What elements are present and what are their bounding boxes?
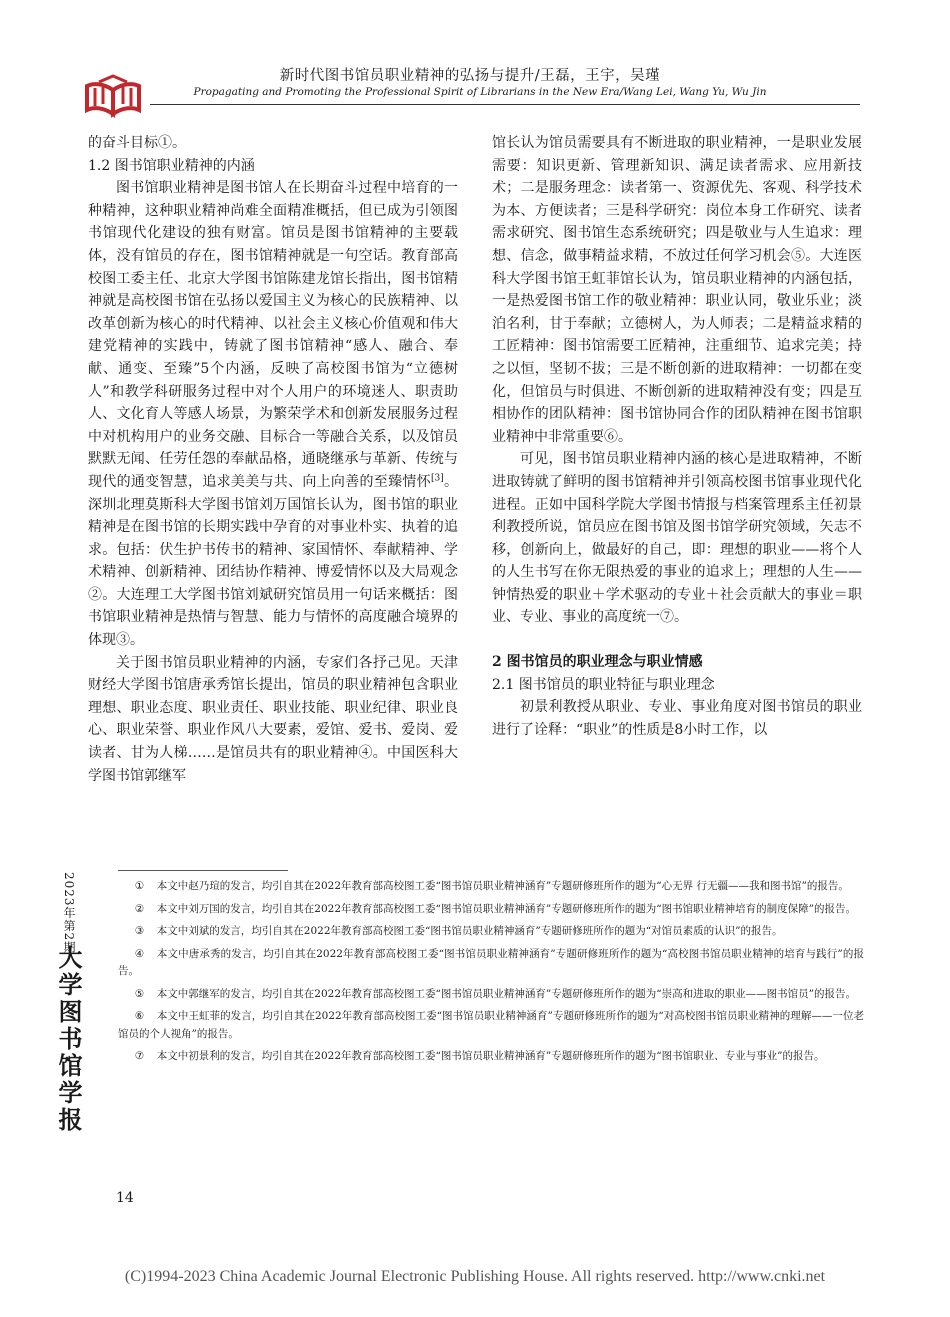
section-heading-1-2: 1.2 图书馆职业精神的内涵 <box>88 157 255 174</box>
section-heading-2-1: 2.1 图书馆员的职业特征与职业理念 <box>492 676 715 693</box>
paragraph: 关于图书馆员职业精神的内涵，专家们各抒己见。天津财经大学图书馆唐承秀馆长提出，馆员的职业精神包含职业理想、职业态度、职业责任、职业技能、职业纪律、职业良心、职业荣誉、职业作风八大要素，爱馆、爱书、爱岗、爱读者、甘为人梯……是馆员共有的职业精神④。中国医科大学图书馆郭继军 <box>88 654 458 784</box>
footnote-mark: ③ <box>134 925 145 937</box>
paragraph: 的奋斗目标①。 <box>88 135 186 151</box>
journal-issue: 2023年第2期 <box>62 872 76 955</box>
footnote-text: 本文中郭继军的发言，均引自其在2022年教育部高校图工委“图书馆员职业精神涵育”专题研修班所作的题为“崇高和进取的职业——图书馆员”的报告。 <box>156 987 856 1000</box>
footnote <box>118 1008 864 1043</box>
article-title-cn: 新时代图书馆员职业精神的弘扬与提升/王磊，王宇，吴瑾 <box>279 68 661 84</box>
right-column <box>492 132 862 741</box>
page-number: 14 <box>116 1190 134 1206</box>
paragraph: 可见，图书馆员职业精神内涵的核心是进取精神，不断进取铸就了鲜明的图书馆精神并引领高校图书馆事业现代化进程。正如中国科学院大学图书情报与档案管理系主任初景利教授所说，馆员应在图书馆及图书馆学研究领域，矢志不移，创新向上，做最好的自己，即：理想的职业——将个人的人生书写在你无限热爱的事业的追求上；理想的人生——钟情热爱的职业＋学术驱动的专业＋社会贡献大的事业＝职业、专业、事业的高度统一⑦。 <box>492 451 862 626</box>
citation-ref[interactable]: [3] <box>430 473 444 484</box>
footnote-text: 本文中初景利的发言，均引自其在2022年教育部高校图工委“图书馆员职业精神涵育”专题研修班所作的题为“图书馆职业、专业与事业”的报告。 <box>156 1050 825 1062</box>
header-rule <box>150 104 860 105</box>
paragraph <box>88 177 458 651</box>
footnote-text: 本文中王虹菲的发言，均引自其在2022年教育部高校图工委“图书馆员职业精神涵育”专题研修班所作的题为“对高校图书馆员职业精神的理解——一位老馆员的个人视角”的报告。 <box>118 1010 864 1040</box>
section-heading-2: 2 图书馆员的职业理念与职业情感 <box>492 654 703 671</box>
footnote <box>118 901 864 919</box>
footnote-text: 本文中唐承秀的发言，均引自其在2022年教育部高校图工委“图书馆员职业精神涵育”专题研修班所作的题为“高校图书馆员职业精神的培育与践行”的报告。 <box>118 947 864 977</box>
footnote-text: 本文中赵乃瑄的发言，均引自其在2022年教育部高校图工委“图书馆员职业精神涵育”专题研修班所作的题为“心无界 行无疆——我和图书馆”的报告。 <box>156 880 849 892</box>
paragraph-text: 图书馆职业精神是图书馆人在长期奋斗过程中培育的一种精神，这种职业精神尚难全面精准概括，但已成为引领图书馆现代化建设的独有财富。馆员是图书馆精神的主要载体，没有馆员的存在，图书馆精神就是一句空话。教育部高校图工委主任、北京大学图书馆陈建龙馆长指出，图书馆精神就是高校图书馆在弘扬以爱国主义为核心的民族精神、以改革创新为核心的时代精神、以社会主义核心价值观和伟大建党精神的实践中，铸就了图书馆精神“感人、融合、奉献、通变、至臻”5个内涵，反映了高校图书馆为“立德树人”和教学科研服务过程中对个人用户的环境迷人、职责助人、文化育人等感人场景，为繁荣学术和创新发展服务过程中对机构用户的业务交融、目标合一等融合关系，以及馆员默默无闻、任劳任怨的奉献品格，通晓继承与革新、传统与现代的通变智慧，追求美美与共、向上向善的至臻情怀 <box>88 180 458 490</box>
footnote-mark: ① <box>134 880 145 892</box>
open-book-logo-icon <box>83 74 143 118</box>
footnote-text: 本文中刘万国的发言，均引自其在2022年教育部高校图工委“图书馆员职业精神涵育”专题研修班所作的题为“图书馆职业精神培育的制度保障”的报告。 <box>156 902 856 915</box>
page-header <box>0 0 950 120</box>
paragraph-text: 。深圳北理莫斯科大学图书馆刘万国馆长认为，图书馆的职业精神是在图书馆的长期实践中孕育的对事业朴实、执着的追求。包括：伏生护书传书的精神、家国情怀、奉献精神、学术精神、创新精神、团结协作精神、博爱情怀以及大局观念②。大连理工大学图书馆刘斌研究馆员用一句话来概括：图书馆职业精神是热情与智慧、能力与情怀的高度融合境界的体现③。 <box>88 473 459 649</box>
paragraph: 馆长认为馆员需要具有不断进取的职业精神，一是职业发展需要：知识更新、管理新知识、满足读者需求、应用新技术；二是服务理念：读者第一、资源优先、客观、科学技术为本、方便读者；三是科学研究：岗位本身工作研究、读者需求研究、图书馆生态系统研究；四是敬业与人生追求：理想、信念，做事精益求精，不放过任何学习机会⑤。大连医科大学图书馆王虹菲馆长认为，馆员职业精神的内涵包括，一是热爱图书馆工作的敬业精神：职业认同，敬业乐业；淡泊名利，甘于奉献；立德树人，为人师表；二是精益求精的工匠精神：图书馆需要工匠精神，注重细节、追求完美；持之以恒，坚韧不拔；三是不断创新的进取精神：一切都在变化，但馆员与时俱进、不断创新的进取精神没有变；四是互相协作的团队精神：图书馆协同合作的团队精神在图书馆职业精神中非常重要⑥。 <box>492 135 862 445</box>
journal-name: 大学图书馆学报 <box>54 945 83 1134</box>
copyright-notice: (C)1994-2023 China Academic Journal Electronic Publishing House. All rights reserved. http://www.cnki.net <box>124 1268 826 1285</box>
footnote-rule <box>118 870 288 871</box>
footnote <box>118 1048 864 1066</box>
footnote-mark: ⑦ <box>134 1050 145 1062</box>
footnote <box>118 946 864 981</box>
footnote-text: 本文中刘斌的发言，均引自其在2022年教育部高校图工委“图书馆员职业精神涵育”专题研修班所作的题为“对馆员素质的认识”的报告。 <box>156 925 783 937</box>
section-gap <box>492 629 862 651</box>
footnote <box>118 986 864 1004</box>
footnote-mark: ② <box>134 902 145 915</box>
article-title-en: Propagating and Promoting the Professional Spirit of Librarians in the New Era/Wang Lei, Wang Yu, Wu Jin <box>193 86 767 98</box>
footnote <box>118 878 864 896</box>
footnote-mark: ④ <box>134 947 145 960</box>
footnotes <box>118 878 864 1071</box>
footnote <box>118 923 864 941</box>
footnote-mark: ⑥ <box>134 1010 145 1022</box>
left-column <box>88 132 458 787</box>
footnote-mark: ⑤ <box>134 987 145 1000</box>
paragraph: 初景利教授从职业、专业、事业角度对图书馆员的职业进行了诠释：“职业”的性质是8小时工作，以 <box>492 699 862 738</box>
